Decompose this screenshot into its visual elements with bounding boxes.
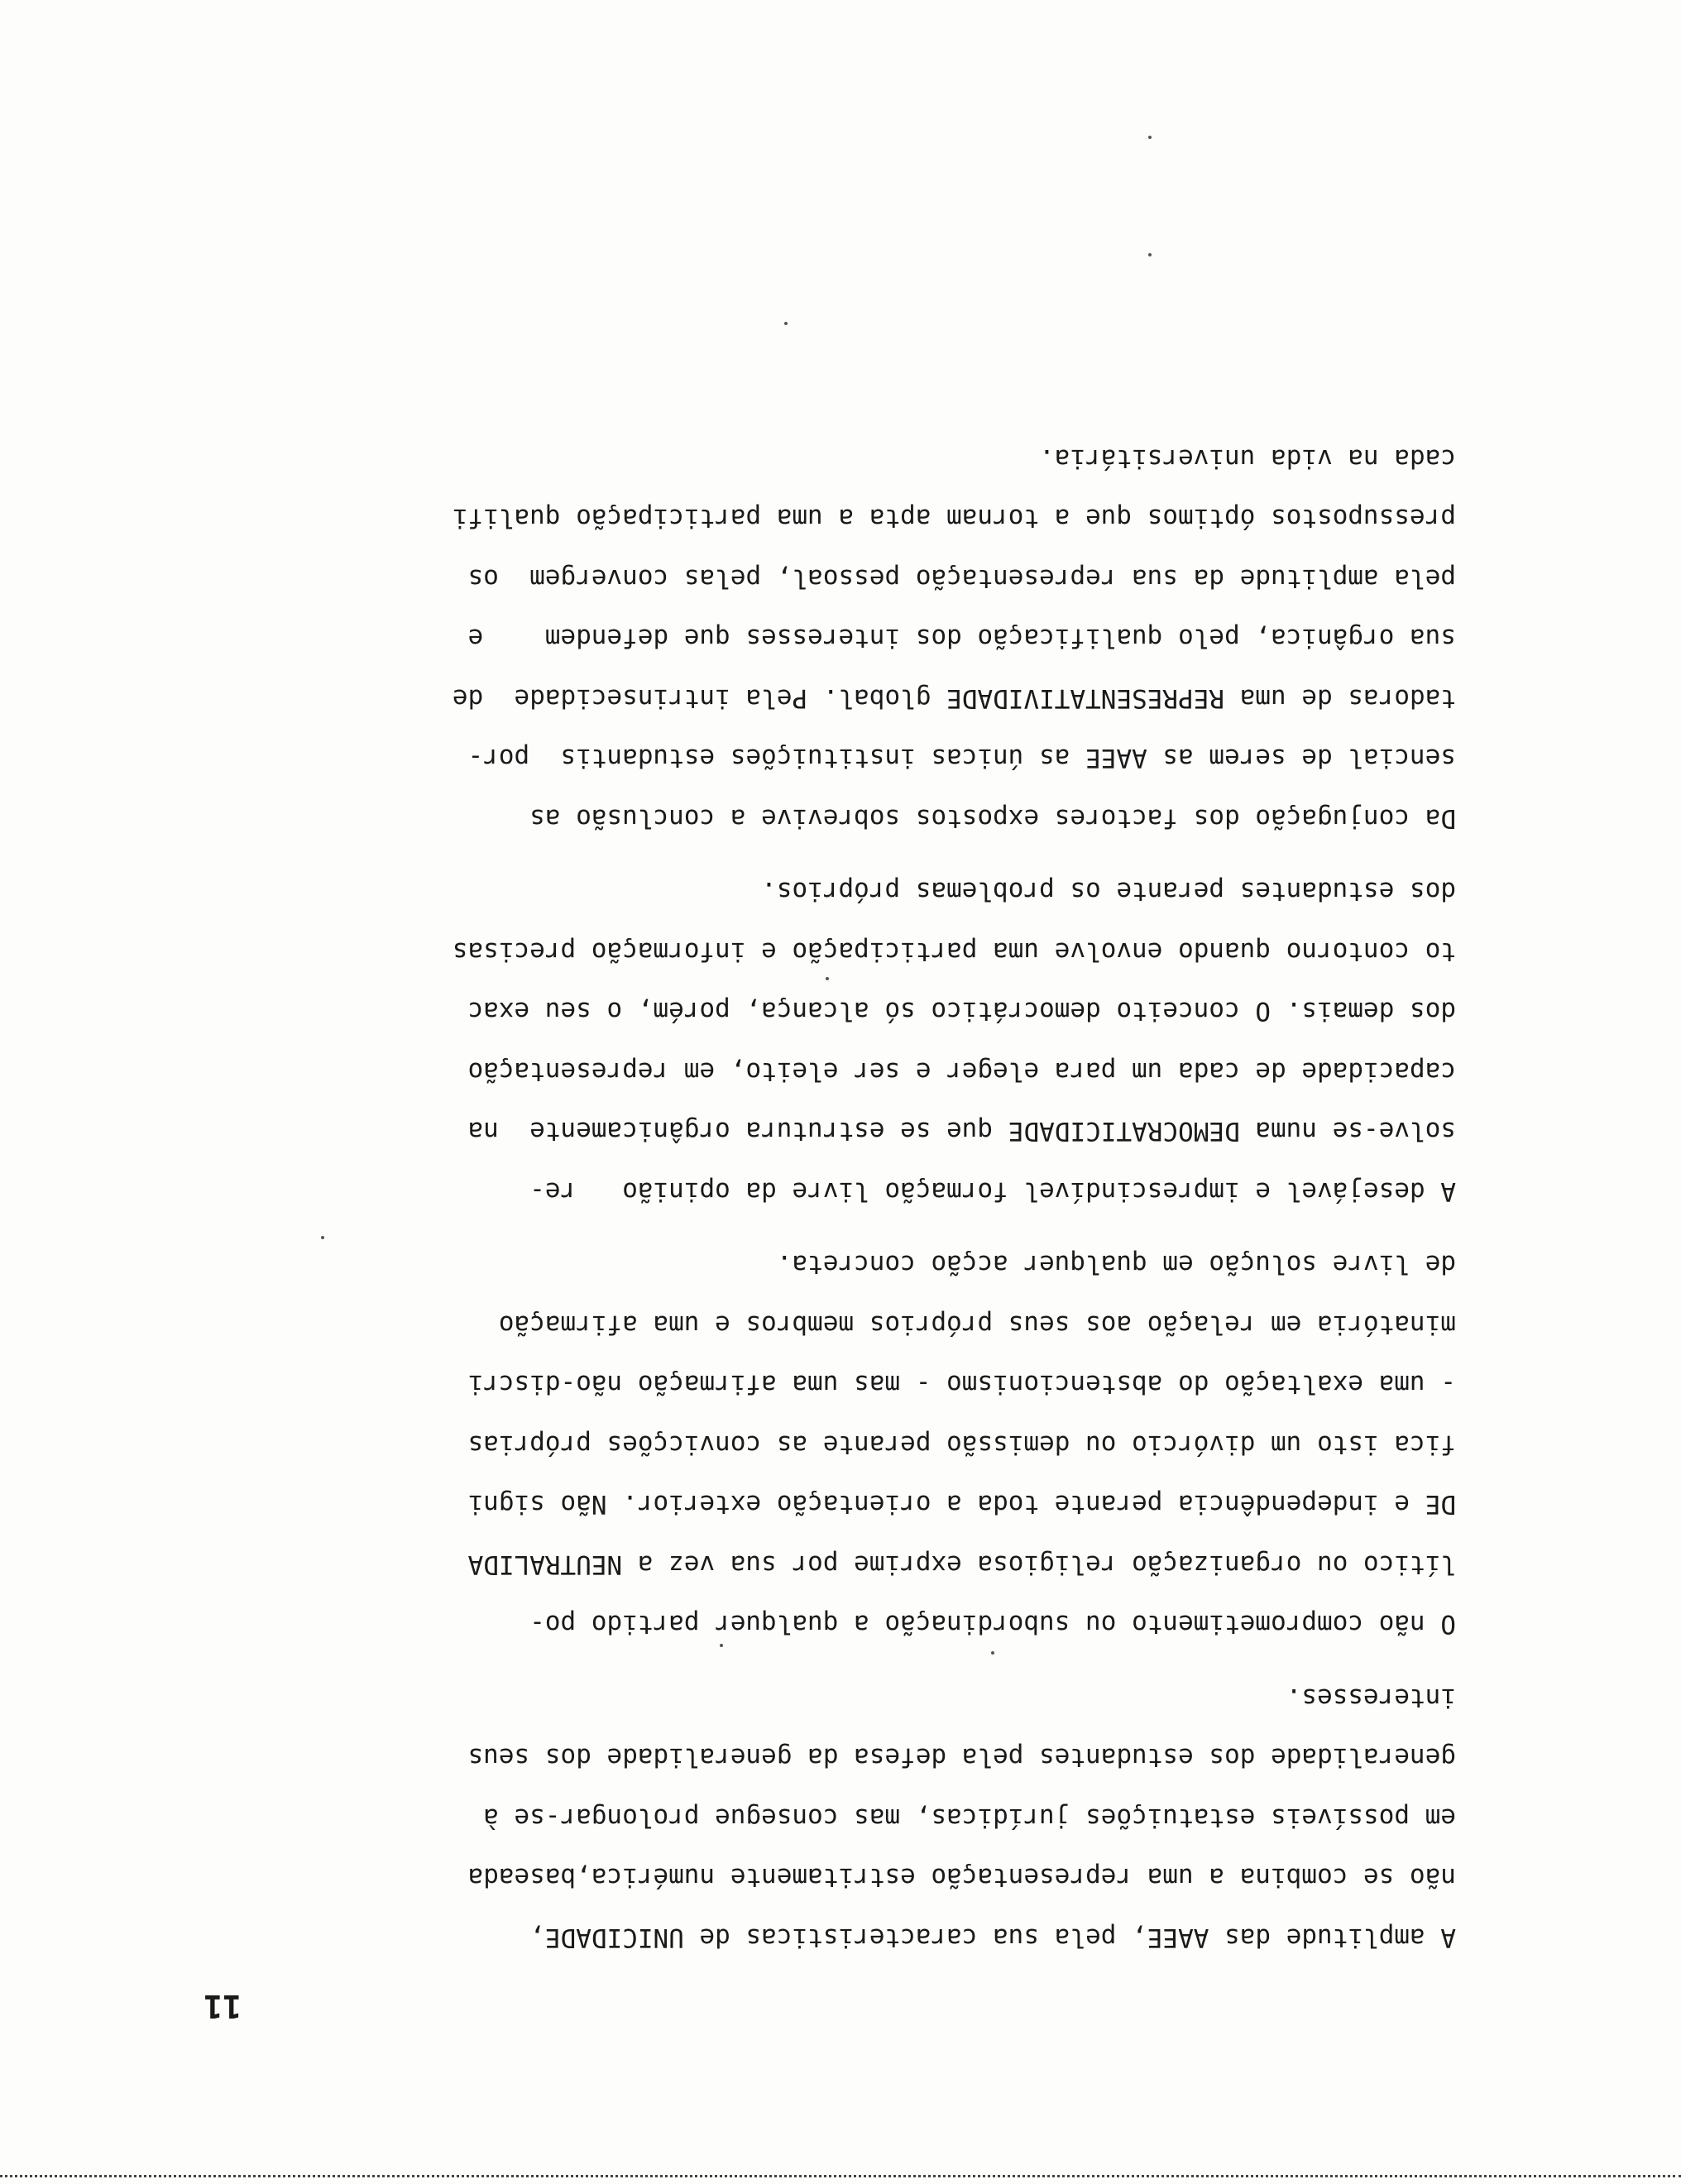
text-line: dos demais. O conceito democrático só alcança, porém, o seu exac [467, 996, 1456, 1027]
scan-speck [826, 977, 829, 980]
text-line: sencial de serem as AAEE as únicas instituições estudantis por- [467, 743, 1456, 774]
text-line: lítico ou organização religiosa exprime por sua vez a NEUTRALIDA [467, 1549, 1456, 1579]
text-line: pressupostos óptimos que a tornam apta a uma participação qualifi [452, 503, 1456, 534]
scan-speck [321, 1236, 324, 1239]
text-line: generalidade dos estudantes pela defesa da generalidade dos seus [467, 1742, 1456, 1773]
text-line: DE e independência perante toda a orientação exterior. Não signi [467, 1489, 1456, 1520]
text-line: - uma exaltação do abstencionismo - mas uma afirmação não-discri [467, 1369, 1456, 1400]
scan-speck [784, 322, 788, 325]
text-line: tadoras de uma REPRESENTATIVIDADE global. Pela intrinsecidade de [452, 683, 1456, 713]
page-number: 11 [204, 1988, 242, 2024]
text-line: Da conjugação dos factores expostos sobrevive a conclusão as [529, 803, 1456, 833]
paragraph-gap [223, 848, 1456, 861]
text-line: dos estudantes perante os problemas próprios. [761, 876, 1456, 907]
text-line: fica isto um divórcio ou demissão perante as convicções próprias [467, 1430, 1456, 1459]
paragraph-gap [223, 1221, 1456, 1234]
scan-speck [720, 1644, 723, 1647]
text-line: em possíveis estatuições jurídicas, mas consegue prolongar-se à [483, 1803, 1456, 1832]
text-line: capacidade de cada um para eleger e ser eleito, em representação [467, 1056, 1456, 1086]
paragraph-gap [223, 1655, 1456, 1668]
scan-speck [1148, 136, 1152, 139]
text-line: cada na vida universitária. [1039, 443, 1456, 473]
body-text [223, 429, 1456, 1968]
text-line: sua orgânica, pelo qualificação dos interesses que defendem e [467, 623, 1456, 654]
text-line: solve-se numa DEMOCRATICIDADE que se estrutura orgânicamente na [467, 1116, 1456, 1147]
text-line: pela amplitude da sua representação pessoal, pelas convergem os [467, 563, 1456, 593]
scan-speck [991, 1651, 994, 1655]
page-edge-border [0, 2175, 1681, 2177]
text-line: não se combina a uma representação estritamente numérica,baseada [467, 1862, 1456, 1893]
text-line: interesses. [1286, 1683, 1456, 1712]
text-line: minatória em relação aos seus próprios membros e uma afirmação [498, 1310, 1456, 1339]
text-line: A desejável e imprescindível formação livre da opinião re- [529, 1176, 1456, 1206]
text-line: A amplitude das AAEE, pela sua caracteristicas de UNICIDADE, [529, 1923, 1456, 1952]
text-line: to contorno quando envolve uma participação e informação precisas [452, 936, 1456, 966]
scan-speck [1148, 253, 1152, 256]
text-line: de livre solução em qualquer acção concreta. [776, 1249, 1456, 1280]
text-line: O não comprometimento ou subordinação a qualquer partido po- [529, 1609, 1456, 1640]
